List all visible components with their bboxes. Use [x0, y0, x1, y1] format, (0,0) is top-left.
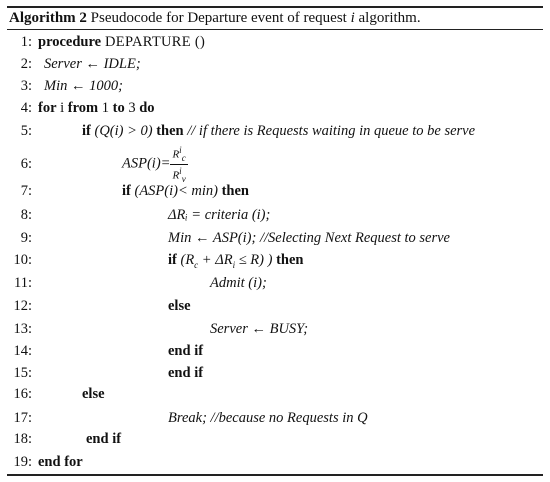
code-line-11: [8, 274, 267, 292]
keyword-from: from: [67, 100, 99, 116]
keyword-end-if: end if: [168, 343, 204, 359]
line-number: 13:: [13, 321, 32, 337]
line-number: 5:: [20, 123, 32, 139]
comment: // if there is Requests waiting in queue to be serve: [183, 123, 476, 139]
line-number: 18:: [13, 431, 32, 447]
code-line-17: [8, 409, 368, 427]
code-text: Admit (i);: [210, 275, 267, 291]
code-line-16: [8, 385, 105, 403]
line-number: 7:: [20, 183, 32, 199]
line-number: 3:: [20, 78, 32, 94]
keyword-then: then: [156, 123, 184, 139]
code-line-14: [8, 342, 203, 360]
caption-rule: [7, 29, 543, 30]
keyword-if: if: [122, 183, 131, 199]
line-number: 9:: [20, 230, 32, 246]
code-line-15: [8, 364, 203, 382]
code-text: Break; //because no Requests in Q: [168, 410, 368, 426]
keyword-to: to: [112, 100, 125, 116]
line-number: 14:: [13, 343, 32, 359]
code-line-2: [8, 55, 141, 73]
loop-var: i: [56, 100, 68, 116]
code-text: Min ← ASP(i); //Selecting Next Request to serve: [168, 230, 450, 246]
bottom-rule: [7, 474, 543, 476]
code-text: Min ← 1000;: [44, 78, 123, 94]
code-text: ΔRᵢ = criteria (i);: [168, 207, 271, 223]
line-number: 16:: [13, 386, 32, 402]
line-number: 11:: [14, 275, 32, 291]
code-text: Server ← BUSY;: [210, 321, 309, 337]
loop-end: 3: [124, 100, 140, 116]
line-number: 1:: [20, 34, 32, 50]
code-line-4: [8, 99, 155, 117]
denominator-r: R: [172, 169, 180, 182]
code-line-6: [8, 144, 188, 185]
keyword-then: then: [221, 183, 249, 199]
keyword-if: if: [168, 252, 177, 268]
keyword-procedure: procedure: [38, 34, 102, 50]
code-line-12: [8, 297, 191, 315]
line-number: 17:: [13, 410, 32, 426]
caption-var: i: [350, 10, 355, 26]
algorithm-caption: [7, 8, 543, 29]
numerator-sub: c: [181, 152, 186, 163]
code-line-3: [8, 77, 123, 95]
loop-start: 1: [98, 100, 113, 116]
line-number: 2:: [20, 56, 32, 72]
condition: (ASP(i)< min): [130, 183, 222, 199]
code-line-13: [8, 320, 308, 338]
line-number: 10:: [13, 252, 32, 268]
algorithm-block: [7, 6, 543, 30]
line-number: 6:: [20, 155, 32, 172]
asp-fraction: [170, 144, 187, 185]
condition-sub: c: [194, 259, 199, 270]
code-line-9: [8, 229, 450, 247]
keyword-end-if: end if: [86, 431, 122, 447]
condition-sub: i: [232, 259, 236, 270]
keyword-for: for: [38, 100, 57, 116]
caption-text-after: algorithm.: [354, 10, 421, 26]
line-number: 4:: [20, 100, 32, 116]
keyword-else: else: [82, 386, 105, 402]
code-line-10: [8, 251, 303, 274]
code-line-8: [8, 206, 270, 224]
keyword-do: do: [139, 100, 155, 116]
keyword-end-if: end if: [168, 365, 204, 381]
numerator-sup: i: [179, 145, 182, 155]
keyword-else: else: [168, 298, 191, 314]
code-line-18: [8, 430, 121, 448]
procedure-name: DEPARTURE (): [101, 34, 206, 50]
keyword-then: then: [276, 252, 304, 268]
line-number: 8:: [20, 207, 32, 223]
denominator-sub: v: [181, 173, 186, 184]
caption-text-before: Pseudocode for Departure event of request: [90, 10, 351, 26]
condition-part: ≤ R) ): [235, 252, 277, 268]
code-text: Server ← IDLE;: [44, 56, 141, 72]
code-line-5: [8, 122, 475, 140]
caption-label: Algorithm 2: [9, 10, 87, 26]
condition-part: + ΔR: [198, 252, 233, 268]
keyword-end-for: end for: [38, 454, 83, 470]
line-number: 12:: [13, 298, 32, 314]
condition: (R: [176, 252, 195, 268]
code-line-19: [8, 453, 83, 471]
condition: (Q(i) > 0): [90, 123, 157, 139]
asp-lhs: ASP(i)=: [122, 155, 171, 172]
code-line-7: [8, 182, 249, 200]
numerator-r: R: [172, 148, 180, 161]
code-line-1: [8, 33, 205, 51]
line-number: 15:: [13, 365, 32, 381]
denominator-sup: i: [179, 165, 182, 176]
keyword-if: if: [82, 123, 91, 139]
line-number: 19:: [13, 454, 32, 470]
